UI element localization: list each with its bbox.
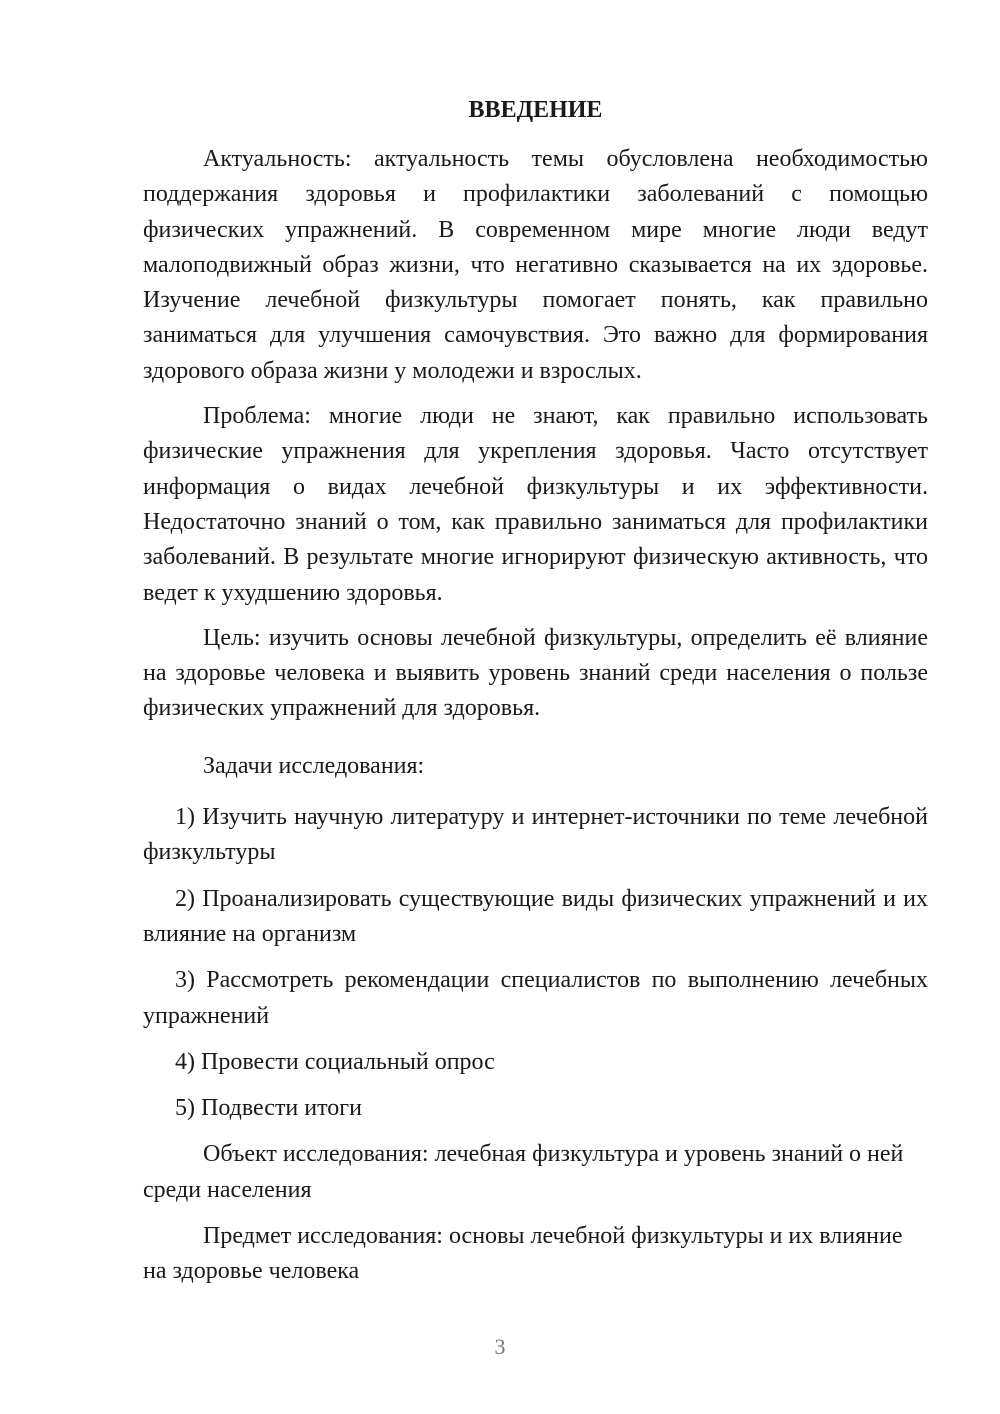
task-item: 5) Подвести итоги bbox=[175, 1095, 362, 1122]
task-item: 2) Проанализировать существующие виды физических упражнений и их влияние на организм bbox=[143, 885, 928, 947]
paragraph-goal: Цель: изучить основы лечебной физкультуры, определить её влияние на здоровье человека и выявить уровень знаний среди населения о пользе физических упражнений для здоровья. bbox=[143, 624, 928, 722]
paragraph-relevance: Актуальность: актуальность темы обусловлена необходимостью поддержания здоровья и профилактики заболеваний с помощью физических упражнений. В современном мире многие люди ведут малоподвижный образ жизни, что негативно сказывается на их здоровье. Изучение лечебной физкультуры помогает понять, как правильно заниматься для улучшения самочувствия. Это важно для формирования здорового образа жизни у молодежи и взрослых. bbox=[143, 146, 928, 384]
tasks-list bbox=[143, 800, 928, 1126]
task-item: 4) Провести социальный опрос bbox=[175, 1048, 495, 1075]
page-title: ВВЕДЕНИЕ bbox=[468, 97, 603, 123]
task-item: 1) Изучить научную литературу и интернет-источники по теме лечебной физкультуры bbox=[143, 804, 928, 866]
page-number: 3 bbox=[494, 1334, 506, 1359]
paragraph-object: Объект исследования: лечебная физкультура и уровень знаний о ней среди населения bbox=[143, 1141, 904, 1203]
page-content bbox=[143, 93, 928, 1301]
task-item: 3) Рассмотреть рекомендации специалистов по выполнению лечебных упражнений bbox=[143, 967, 928, 1029]
paragraph-problem: Проблема: многие люди не знают, как правильно использовать физические упражнения для укрепления здоровья. Часто отсутствует информация о видах лечебной физкультуры и их эффективности. Недостаточно знаний о том, как правильно заниматься для профилактики заболеваний. В результате многие игнорируют физическую активность, что ведет к ухудшению здоровья. bbox=[143, 403, 928, 606]
paragraph-subject: Предмет исследования: основы лечебной физкультуры и их влияние на здоровье человека bbox=[143, 1223, 903, 1285]
tasks-heading: Задачи исследования: bbox=[203, 752, 425, 779]
